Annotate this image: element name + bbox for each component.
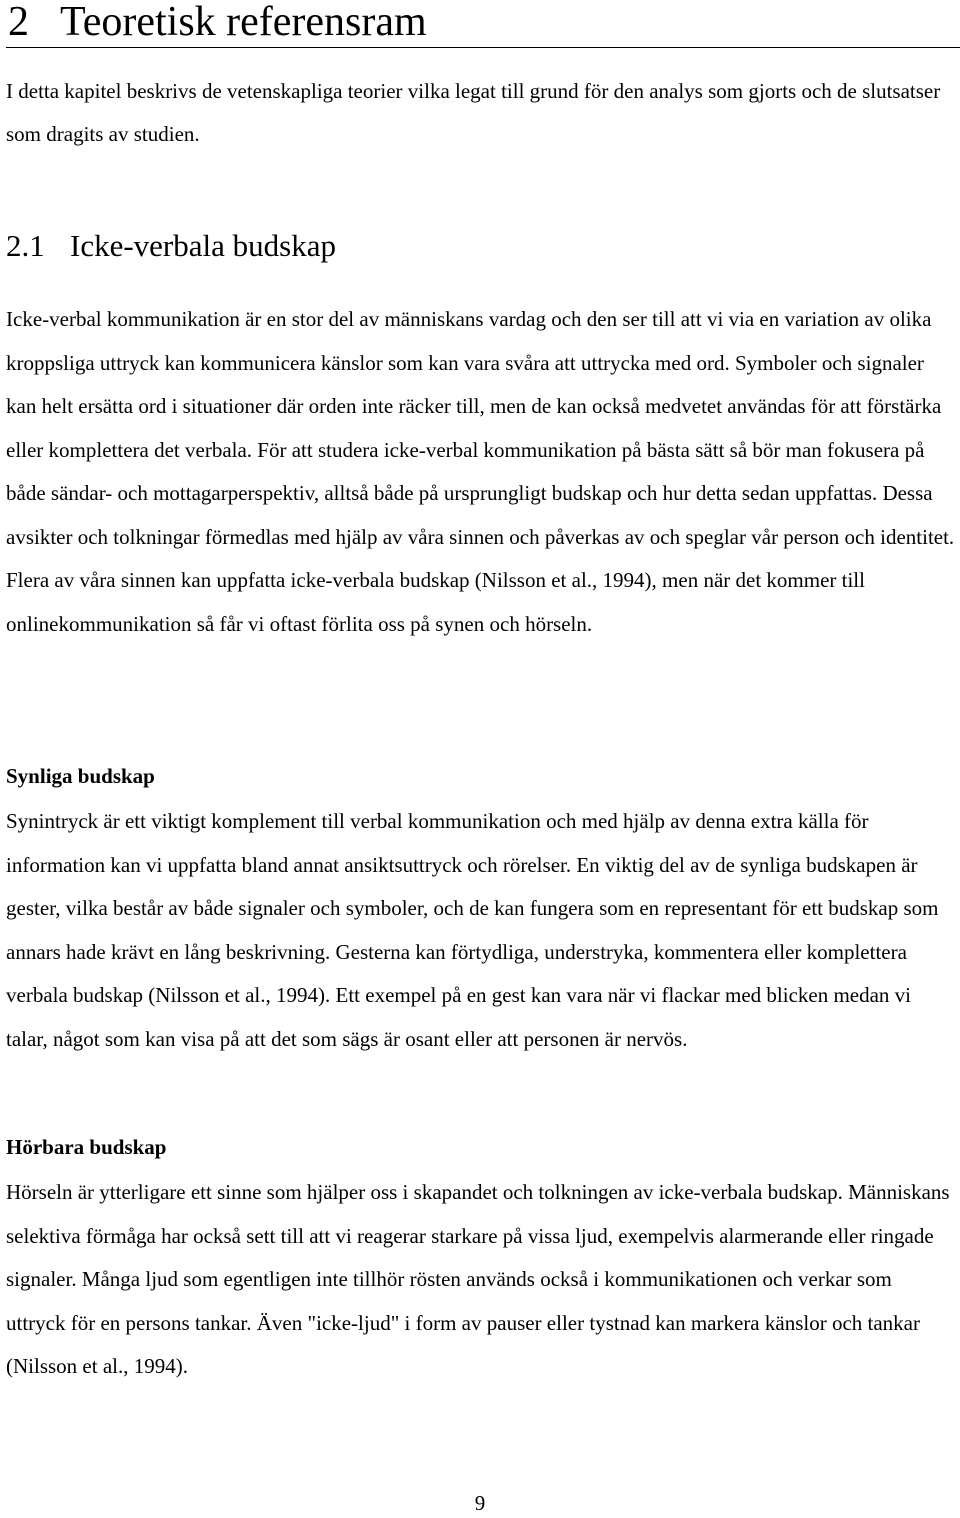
page-number: 9 xyxy=(474,1491,486,1515)
chapter-intro-paragraph: I detta kapitel beskrivs de vetenskapliga teorier vilka legat till grund för den analys som gjorts och de slutsatser som dragits av studien. xyxy=(6,79,941,146)
section-title: Icke-verbala budskap xyxy=(70,228,336,263)
section-heading xyxy=(6,226,336,266)
chapter-number: 2 xyxy=(8,0,29,45)
audible-messages-heading: Hörbara budskap xyxy=(6,1135,167,1159)
visible-messages-paragraph: Synintryck är ett viktigt komplement till verbal kommunikation och med hjälp av denna extra källa för information kan vi uppfatta bland annat ansiktsuttryck och rörelser. En viktig del av de synliga budskapen är gester, vilka består av både signaler och symboler, och de kan fungera som en representant för ett budskap som annars hade krävt en lång beskrivning. Gesterna kan förtydliga, understryka, kommentera eller komplettera verbala budskap (Nilsson et al., 1994). Ett exempel på en gest kan vara när vi flackar med blicken medan vi talar, något som kan visa på att det som sägs är osant eller att personen är nervös. xyxy=(6,809,939,1051)
chapter-heading xyxy=(8,0,960,48)
audible-messages-paragraph: Hörseln är ytterligare ett sinne som hjälper oss i skapandet och tolkningen av icke-verbala budskap. Människans selektiva förmåga har också sett till att vi reagerar starkare på vissa ljud, exempelvis alarmerande eller ringade signaler. Många ljud som egentligen inte tillhör rösten används också i kommunikationen och verkar som uttryck för en persons tankar. Även "icke-ljud" i form av pauser eller tystnad kan markera känslor och tankar (Nilsson et al., 1994). xyxy=(6,1180,950,1378)
visible-messages-heading: Synliga budskap xyxy=(6,764,155,788)
chapter-heading-rule xyxy=(6,47,960,48)
chapter-title: Teoretisk referensram xyxy=(60,0,427,45)
section-paragraph: Icke-verbal kommunikation är en stor del av människans vardag och den ser till att vi via en variation av olika kroppsliga uttryck kan kommunicera känslor som kan vara svåra att uttrycka med ord. Symboler och signaler kan helt ersätta ord i situationer där orden inte räcker till, men de kan också medvetet användas för att förstärka eller komplettera det verbala. För att studera icke-verbal kommunikation på bästa sätt så bör man fokusera på både sändar- och mottagarperspektiv, alltså både på ursprungligt budskap och hur detta sedan uppfattas. Dessa avsikter och tolkningar förmedlas med hjälp av våra sinnen och påverkas av och speglar vår person och identitet. Flera av våra sinnen kan uppfatta icke-verbala budskap (Nilsson et al., 1994), men när det kommer till onlinekommunikation så får vi oftast förlita oss på synen och hörseln. xyxy=(6,307,955,636)
section-number: 2.1 xyxy=(6,228,45,263)
